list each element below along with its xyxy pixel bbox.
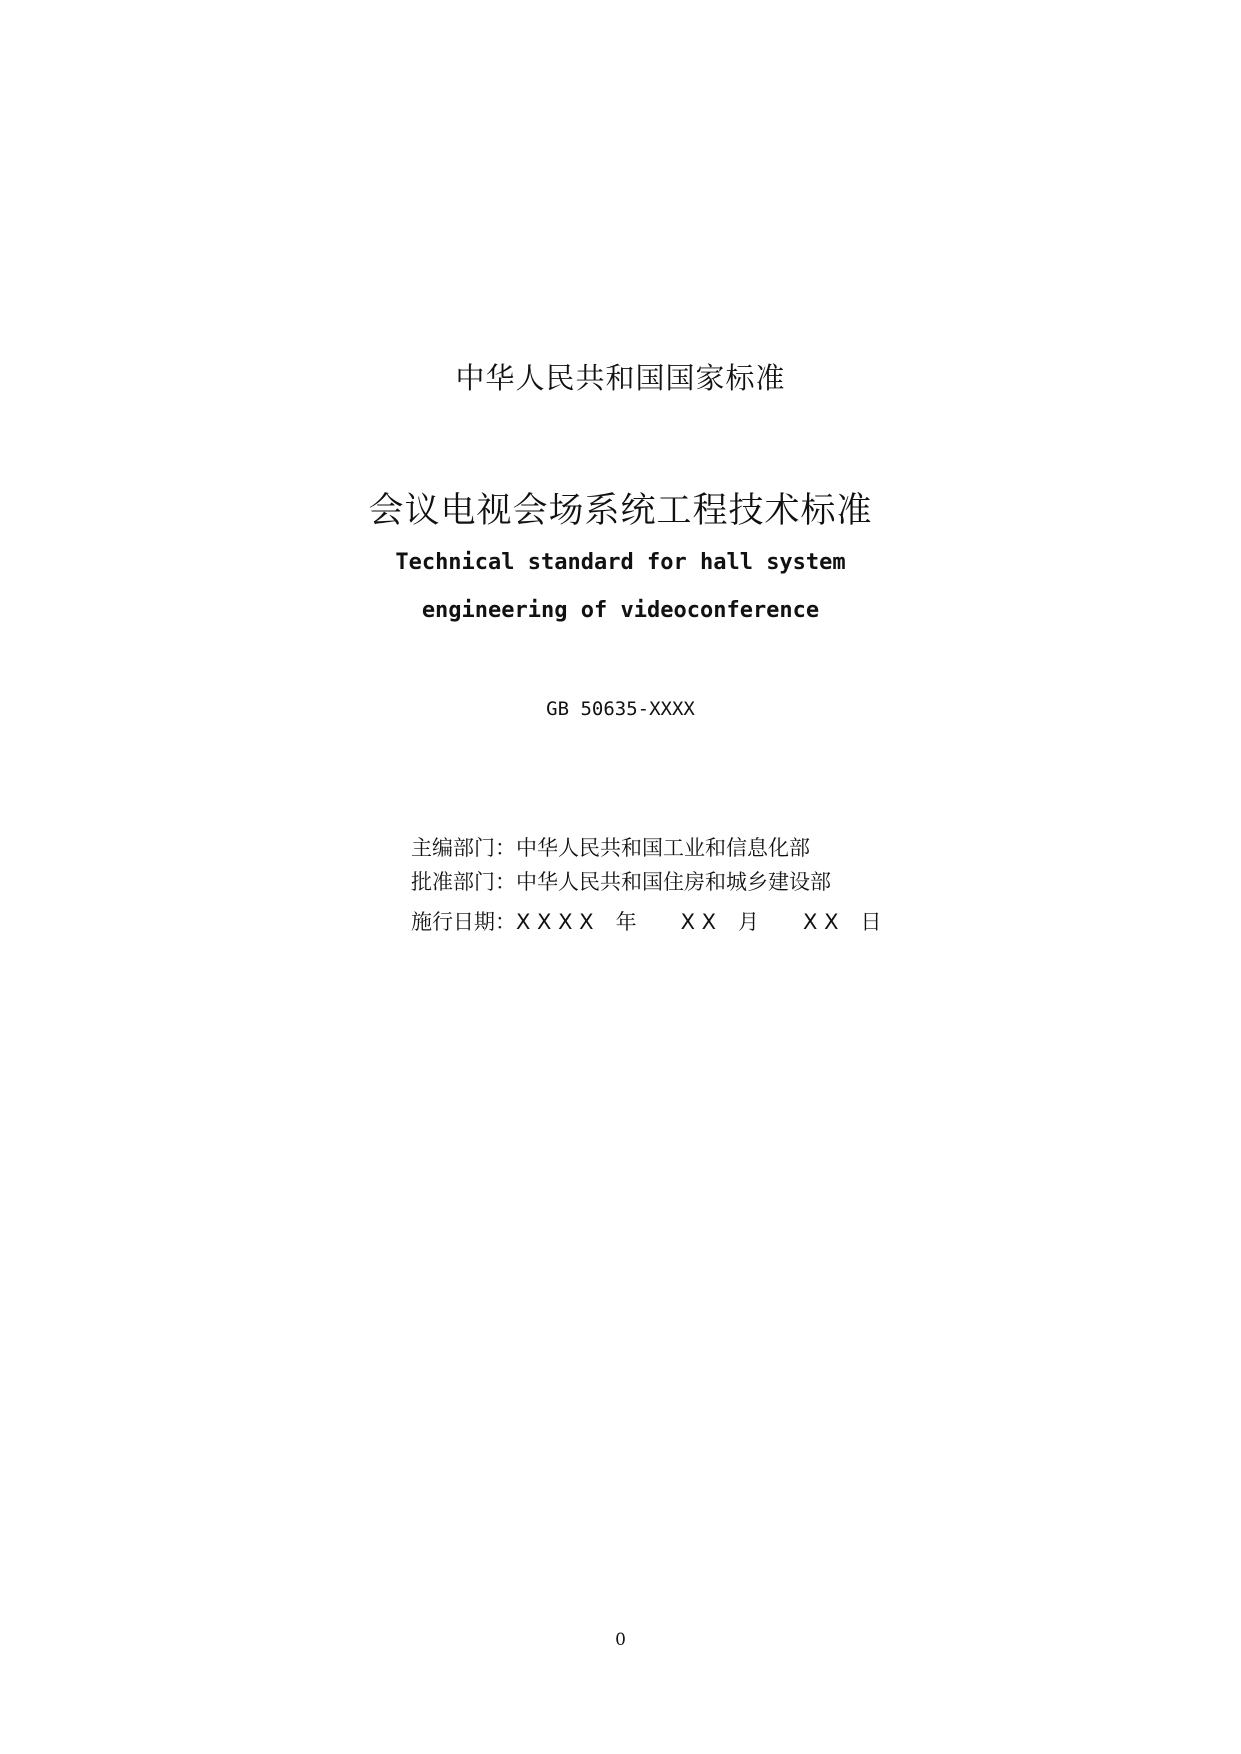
effective-date [411, 906, 881, 936]
page-number: 0 [615, 1630, 626, 1650]
month-char: 月 [738, 910, 760, 934]
effective-month: X X [680, 910, 717, 934]
compiled-by: 主编部门：中华人民共和国工业和信息化部 [411, 836, 810, 860]
effective-year: X X X X [516, 910, 594, 934]
day-char: 日 [860, 910, 882, 934]
national-standard-heading: 中华人民共和国国家标准 [455, 361, 786, 395]
standard-code: GB 50635-XXXX [546, 698, 695, 720]
title-chinese: 会议电视会场系统工程技术标准 [368, 491, 873, 531]
effective-date-label: 施行日期： [411, 910, 516, 934]
title-english-line2: engineering of videoconference [421, 598, 820, 623]
year-char: 年 [615, 910, 637, 934]
effective-day: X X [803, 910, 839, 934]
approved-by: 批准部门：中华人民共和国住房和城乡建设部 [411, 870, 831, 894]
title-english-line1: Technical standard for hall system [395, 550, 846, 575]
